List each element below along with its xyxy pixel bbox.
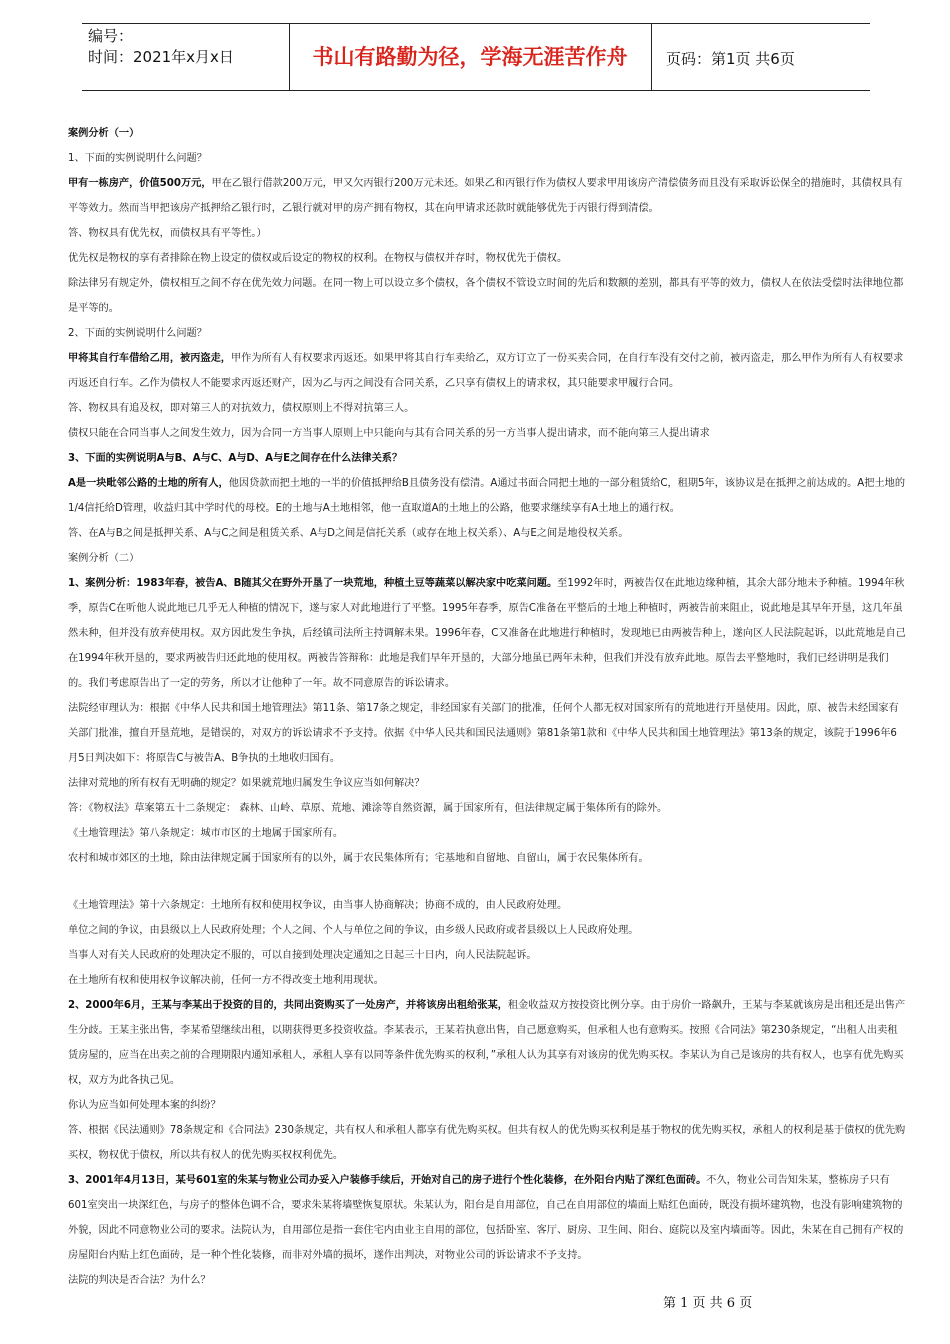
paragraph: 案例分析（二） xyxy=(68,553,140,564)
paragraph: 2、下面的实例说明什么问题？ xyxy=(68,328,207,339)
paragraph: 答、根据《民法通则》78条规定和《合同法》230条规定，共有权人和承租人都享有优先购买权。但共有权人的优先购买权利是基于物权的优先购买权，承租人的权利是基于债权的优先购买权，物权优于债权，所以共有权人的优先购买权权利优先。 xyxy=(68,1125,906,1161)
header-divider xyxy=(651,24,652,91)
paragraph: 甲有一栋房产，价值500万元，甲在乙银行借款200万元，甲又欠丙银行200万元未还。如果乙和丙银行作为债权人要求甲用该房产清偿债务而且没有采取诉讼保全的措施时，其债权具有平等效力。然而当甲把该房产抵押给乙银行时，乙银行就对甲的房产拥有物权，其在向甲请求还款时就能够优先于丙银行得到清偿。 xyxy=(68,178,903,214)
paragraph: 《土地管理法》第八条规定：城市市区的土地属于国家所有。 xyxy=(68,828,344,839)
document-number: 编号： xyxy=(88,27,134,45)
paragraph: 答：《物权法》草案第五十二条规定： 森林、山岭、草原、荒地、滩涂等自然资源，属于国家所有，但法律规定属于集体所有的除外。 xyxy=(68,803,668,814)
blank-line xyxy=(68,871,906,893)
header-info xyxy=(88,26,283,90)
paragraph: 在土地所有权和使用权争议解决前，任何一方不得改变土地利用现状。 xyxy=(68,975,384,986)
paragraph: 答、在A与B之间是抵押关系、A与C之间是租赁关系、A与D之间是信托关系（或存在地上权关系）、A与E之间是地役权关系。 xyxy=(68,528,629,539)
paragraph: 1、案例分析：1983年春，被告A、B随其父在野外开垦了一块荒地，种植土豆等蔬菜以解决家中吃菜问题。至1992年时，两被告仅在此地边缘种植，其余大部分地未予种植。1994年秋季，原告C在听他人说此地已几乎无人种植的情况下，遂与家人对此地进行了平整。1995年春季，原告C准备在平整后的土地上种植时，两被告前来阻止，说此地是其早年开垦，这几年虽然未种，但并没有放弃使用权。双方因此发生争执，后经镇司法所主持调解未果。1996年春，C又准备在此地进行种植时，发现地已由两被告种上，遂向区人民法院起诉，以此荒地是自己在1994年秋开垦的，要求两被告归还此地的使用权。两被告答辩称：此地是我们早年开垦的，大部分地虽已两年未种，但我们并没有放弃此地。原告去平整地时，我们已经讲明是我们的。我们考虑原告出了一定的劳务，所以才让他种了一年。故不同意原告的诉讼请求。 xyxy=(68,578,906,689)
paragraph: 2、2000年6月，王某与李某出于投资的目的，共同出资购买了一处房产，并将该房出租给张某，租金收益双方按投资比例分享。由于房价一路飙升，王某与李某就该房是出租还是出售产生分歧。王某主张出售，李某希望继续出租，以期获得更多投资收益。李某表示，王某若执意出售，自己愿意购买，但承租人也有意购买。按照《合同法》第230条规定，“出租人出卖租赁房屋的，应当在出卖之前的合理期限内通知承租人，承租人享有以同等条件优先购买的权利，”承租人认为其享有对该房的优先购买权。李某认为自己是该房的共有权人，也享有优先购买权，双方为此各执己见。 xyxy=(68,1000,906,1086)
paragraph: 债权只能在合同当事人之间发生效力，因为合同一方当事人原则上中只能向与其有合同关系的另一方当事人提出请求，而不能向第三人提出请求 xyxy=(68,428,710,439)
paragraph: 优先权是物权的享有者排除在物上设定的债权或后设定的物权的权利。在物权与债权并存时，物权优先于债权。 xyxy=(68,253,568,264)
paragraph: 《土地管理法》第十六条规定：土地所有权和使用权争议，由当事人协商解决；协商不成的，由人民政府处理。 xyxy=(68,900,568,911)
document-time: 时间：2021年x月x日 xyxy=(88,48,234,66)
header-page-number: 页码：第1页 共6页 xyxy=(666,50,795,68)
paragraph: 答、物权具有优先权，而债权具有平等性。） xyxy=(68,228,267,239)
paragraph: 1、下面的实例说明什么问题？ xyxy=(68,153,207,164)
paragraph: 农村和城市郊区的土地，除由法律规定属于国家所有的以外，属于农民集体所有；宅基地和自留地、自留山，属于农民集体所有。 xyxy=(68,853,649,864)
header-motto: 书山有路勤为径，学海无涯苦作舟 xyxy=(312,44,628,69)
paragraph: 3、下面的实例说明A与B、A与C、A与D、A与E之间存在什么法律关系？ xyxy=(68,453,403,464)
paragraph: 3、2001年4月13日，某号601室的朱某与物业公司办妥入户装修手续后，开始对自己的房子进行个性化装修，在外阳台内贴了深红色面砖。不久，物业公司告知朱某，整栋房子只有601室突出一块深红色，与房子的整体色调不合，要求朱某将墙壁恢复原状。朱某认为，阳台是自用部位，自己在自用部位的墙面上贴红色面砖，既没有损坏建筑物，也没有影响建筑物的外貌，因此不同意物业公司的要求。法院认为，自用部位是指一套住宅内由业主自用的部位，包括卧室、客厅、厨房、卫生间、阳台、庭院以及室内墙面等。因此，朱某在自己拥有产权的房屋阳台内贴上红色面砖，是一种个性化装修，而非对外墙的损坏，遂作出判决，对物业公司的诉讼请求不予支持。 xyxy=(68,1175,904,1261)
paragraph: 甲将其自行车借给乙用，被丙盗走，甲作为所有人有权要求丙返还。如果甲将其自行车卖给乙，双方订立了一份买卖合同，在自行车没有交付之前，被丙盗走，那么甲作为所有人有权要求丙返还自行车。乙作为债权人不能要求丙返还财产，因为乙与丙之间没有合同关系，乙只享有债权上的请求权，其只能要求甲履行合同。 xyxy=(68,353,904,389)
paragraph: 答、物权具有追及权，即对第三人的对抗效力，债权原则上不得对抗第三人。 xyxy=(68,403,415,414)
paragraph: 当事人对有关人民政府的处理决定不服的，可以自接到处理决定通知之日起三十日内，向人民法院起诉。 xyxy=(68,950,537,961)
document-body xyxy=(68,121,906,1293)
paragraph: 你认为应当如何处理本案的纠纷？ xyxy=(68,1100,221,1111)
paragraph: 法院的判决是否合法？为什么？ xyxy=(68,1275,211,1286)
paragraph: 法律对荒地的所有权有无明确的规定？如果就荒地归属发生争议应当如何解决？ xyxy=(68,778,425,789)
paragraph: A是一块毗邻公路的土地的所有人，他因贷款而把土地的一半的价值抵押给B且债务没有偿清。A通过书面合同把土地的一部分租赁给C，租期5年，该协议是在抵押之前达成的。A把土地的1/4信托给D管理，收益归其中学时代的母校。E的土地与A土地相邻，他一直取道A的土地上的公路，他要求继续享有A土地上的通行权。 xyxy=(68,478,906,514)
paragraph: 案例分析（一） xyxy=(68,128,140,139)
footer-page-number: 第 1 页 共 6 页 xyxy=(663,1296,753,1311)
paragraph: 法院经审理认为：根据《中华人民共和国土地管理法》第11条、第17条之规定，非经国家有关部门的批准，任何个人都无权对国家所有的荒地进行开垦使用。因此，原、被告未经国家有关部门批准，擅自开垦荒地，是错误的，对双方的诉讼请求不予支持。依据《中华人民共和国民法通则》第81条第1款和《中华人民共和国土地管理法》第13条的规定，该院于1996年6月5日判决如下：将原告C与被告A、B争执的土地收归国有。 xyxy=(68,703,899,764)
paragraph: 单位之间的争议，由县级以上人民政府处理；个人之间、个人与单位之间的争议，由乡级人民政府或者县级以上人民政府处理。 xyxy=(68,925,639,936)
header-table xyxy=(82,23,870,91)
paragraph: 除法律另有规定外，债权相互之间不存在优先效力问题。在同一物上可以设立多个债权，各个债权不管设立时间的先后和数额的差别，都具有平等的效力，债权人在依法受偿时法律地位都是平等的。 xyxy=(68,278,904,314)
